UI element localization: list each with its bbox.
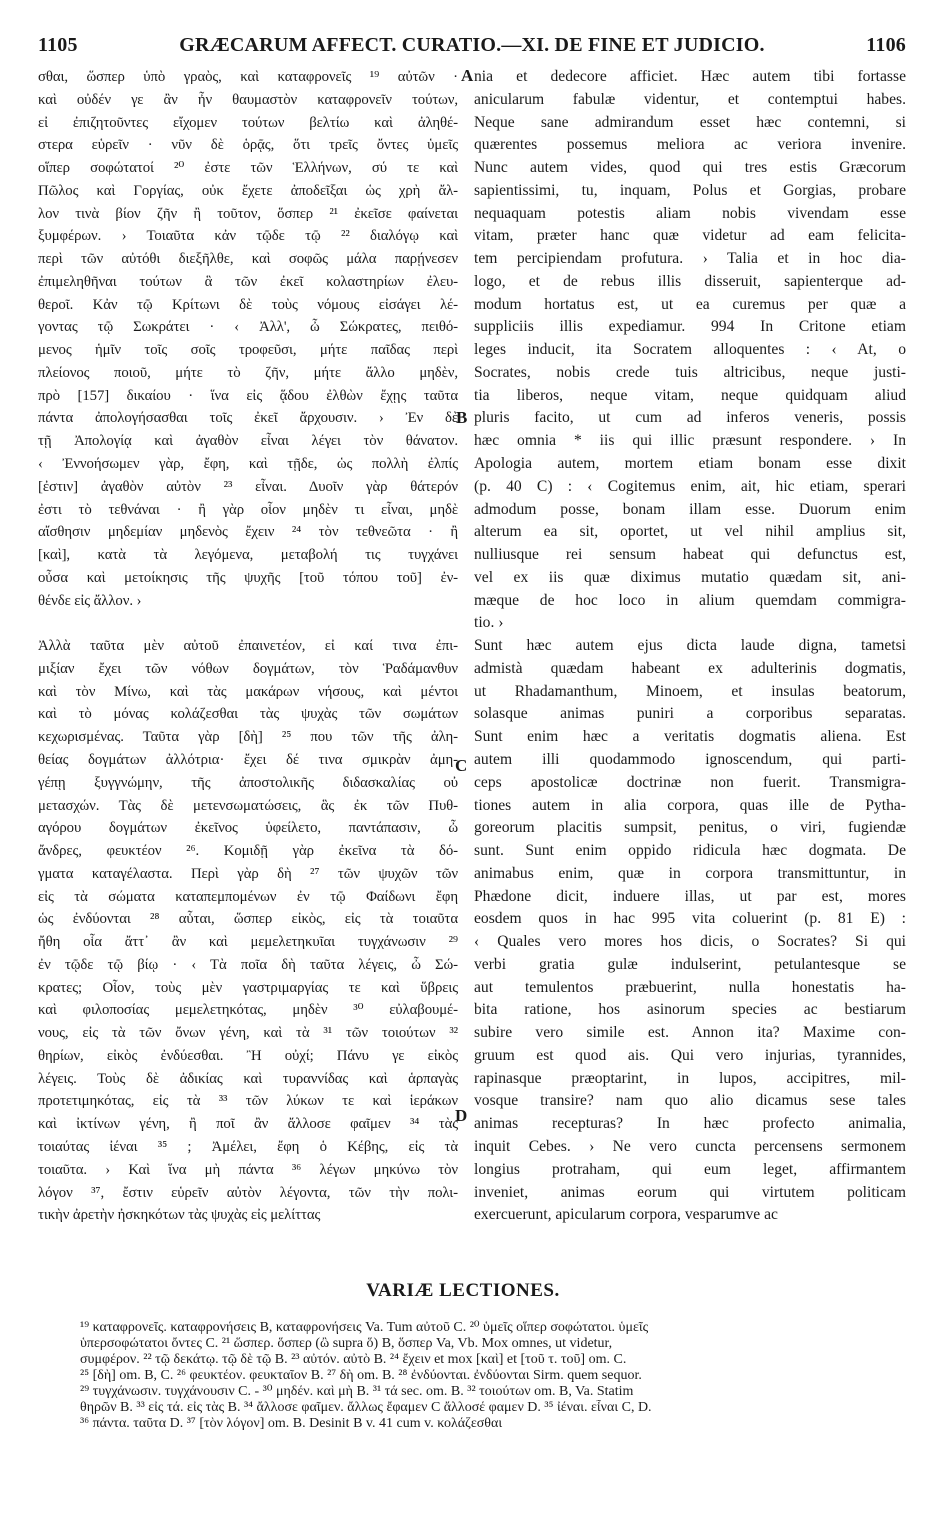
text-line: aut temulentos præbuerint, nulla honestatis ha- — [474, 978, 906, 996]
running-title: GRÆCARUM AFFECT. CURATIO.—XI. DE FINE ET JUDICIO. — [179, 34, 765, 56]
text-line: longius protraham, qui eum leget, affirmantem — [474, 1160, 906, 1178]
text-line: ἄνδρες, φευκτέον ²⁶. Κομιδῇ γὰρ ἐκεῖνα τὰ δό- — [38, 843, 458, 860]
text-line: καὶ τὸ μόνας κολάζεσθαι τὰς ψυχὰς τῶν σωμάτων — [38, 706, 458, 723]
text-line: hæc omnia * iis qui illic præsunt respondere. › In — [474, 432, 906, 450]
text-line: τῇ Ἀπολογίᾳ καὶ ἀγαθὸν εἶναι λέγει τὸν θάνατον. — [38, 433, 458, 450]
note-line: ²⁹ τυγχάνωσιν. τυγχάνουσιν C. - ³⁰ μηδέν. καὶ μὴ B. ³¹ τά sec. om. B. ³² τοιούτων om. B, Va. Statim — [80, 1384, 634, 1399]
note-line: ¹⁹ καταφρονεῖς. καταφρονήσεις B, καταφρονήσεις Va. Tum αὐτοῦ C. ²⁰ ὑμεῖς οἵπερ σοφώτατοι. ὑμεῖς — [80, 1320, 649, 1335]
text-line: λόγον ³⁷, ἔστιν εὑρεῖν αὐτὸν λέγοντα, τῶν τὴν πολι- — [38, 1184, 458, 1201]
text-line: gruum est quod ais. Qui vero injurias, tyrannides, — [474, 1046, 906, 1064]
text-line: vitam, præter hanc quæ videtur ad eam felicita- — [474, 227, 906, 245]
text-line: ‹ Ἐννοήσωμεν γὰρ, ἔφη, καὶ τῇδε, ὡς πολλὴ ἐλπίς — [38, 456, 458, 473]
text-line: goreorum placitis sumpsit, penitus, o viri, fugiendæ — [474, 819, 906, 837]
text-line: tem percipiendam profutura. › Talia et in hoc dia- — [474, 250, 906, 268]
text-line: ἤθη οἷα ἄττ᾽ ἂν καὶ μεμελετηκυῖαι τυγχάνωσιν ²⁹ — [38, 934, 458, 951]
text-line: sapientissimi, tu, inquam, Polus et Gorgias, probare — [474, 181, 906, 199]
text-line: Sunt hæc autem ejus dicta laude digna, tametsi — [474, 637, 906, 655]
margin-marker-a: A — [461, 66, 474, 85]
text-line: verbi gratia gulæ indulserint, petulantesque se — [474, 955, 906, 973]
text-line: ξυμφέρων. › Τοιαῦτα κἀν τῷδε τῷ ²² διαλόγῳ καὶ — [38, 228, 458, 245]
text-line: τικὴν ἀρετὴν ἠσκηκότων τὰς ψυχὰς εἰς μελίττας — [38, 1207, 321, 1224]
running-header — [38, 30, 906, 60]
text-line: pluris facito, ut cum ad inferos veneris, possis — [474, 409, 906, 427]
text-line: eosdem quos in hac 995 vita coluerint (p. 81 E) : — [474, 910, 906, 928]
text-line: θεροῖ. Κἀν τῷ Κρίτωνι δὲ τοὺς νόμους εἰσάγει λέ- — [38, 296, 458, 313]
text-line: θένδε εἰς ἄλλον. › — [38, 592, 142, 609]
variant-readings-notes — [80, 1320, 880, 1432]
text-line: alterum ea sit, oportet, ut vel nihil amplius sit, — [474, 523, 906, 541]
text-line: προτετιμηκότας, εἰς τὰ ³³ τῶν λύκων τε καὶ ἱεράκων — [38, 1093, 458, 1110]
text-line: ἐστι τὸ τεθνάναι · ἢ γὰρ οἷον μηδὲν τι εἶναι, μηδὲ — [38, 501, 458, 518]
text-line: ceps apostolicæ doctrinæ non fuerit. Transmigra- — [474, 773, 906, 791]
text-line: nia et dedecore afficiet. Hæc autem tibi fortasse — [474, 68, 906, 85]
text-line: tiones autem in alia corpora, quas ille de Pytha- — [474, 796, 906, 814]
text-line: Ἀλλὰ ταῦτα μὲν αὐτοῦ ἐπαινετέον, εἰ καί τινα ἐπι- — [38, 638, 458, 655]
text-line: (p. 40 C) : ‹ Cogitemus enim, ait, hic etiam, sperari — [474, 477, 906, 495]
note-line: θηρῶν B. ³³ εἰς τά. εἰς τὰς B. ³⁴ ἄλλοσε φαῖμεν. ἄλλως ἔφαμεν C ἄλλοσέ φαμεν D. ³⁵ ἰέναι. εἶναι C, D. — [80, 1400, 652, 1415]
text-line: Apologia autem, mortem etiam bonam esse dixit — [474, 455, 906, 473]
text-line: ὡς ἐνδύονται ²⁸ αὗται, ὥσπερ εἰκὸς, εἰς τὰ τοιαῦτα — [38, 911, 458, 928]
text-line: οἵπερ σοφώτατοί ²⁰ ἐστε τῶν Ἑλλήνων, σύ τε καὶ — [38, 160, 458, 177]
text-line: ἐπιμεληθῆναι τούτων ἃ τῶν ἐκεῖ κολαστηρίων ἐλευ- — [38, 273, 458, 290]
text-line: vosque transire? nam quo alio dicamus sese tales — [474, 1092, 906, 1110]
text-line: inveniet, animas eorum qui virtutem politicam — [474, 1183, 906, 1201]
text-line: vel ex iis quæ diximus mutatio quædam sit, ani- — [474, 568, 906, 586]
margin-marker-c: C — [455, 756, 468, 775]
text-line: μενος ἡμῖν τοῖς σοῖς τροφεῦσι, μήτε παῖδας περὶ — [38, 342, 458, 359]
page-number-right: 1106 — [866, 34, 906, 56]
text-line: μετασχών. Τὰς δὲ μετενσωματώσεις, ἃς ἐκ τῶν Πυθ- — [38, 797, 458, 814]
text-line: καὶ τὸν Μίνω, καὶ τὰς μακάρων νήσους, καὶ μέντοι — [38, 683, 458, 700]
text-line: autem illi quodammodo ignoscendum, qui parti- — [474, 750, 906, 768]
text-line: exercuerunt, apicularum corpora, vesparumve ac — [474, 1206, 778, 1224]
latin-text-column — [474, 66, 906, 1227]
text-line: inquit Cebes. › Ne vero cuncta percensens sermonem — [474, 1137, 906, 1155]
text-line: animabus enim, quæ in corpora transmittuntur, in — [474, 864, 906, 882]
text-line: admistà quædam habeant ex adulterinis dogmatis, — [474, 659, 906, 677]
text-line: σθαι, ὥσπερ ὑπὸ γραὸς, καὶ καταφρονεῖς ¹⁹ αὐτῶν · — [38, 69, 458, 85]
text-line: ‹ Quales vero mores hos dicis, o Socrates? Si qui — [474, 933, 906, 951]
text-line: κεχωρισμένας. Ταῦτα γὰρ [δὴ] ²⁵ που τῶν τῆς ἀλη- — [38, 729, 458, 746]
text-line: περὶ τῶν αὐτόθι διεξῆλθε, καὶ σοφῶς μάλα παρῄνεσεν — [38, 251, 458, 268]
text-line: γέπῃ ξυγγνώμην, τῆς ἀποστολικῆς διδασκαλίας οὐ — [38, 774, 458, 791]
text-line — [38, 612, 458, 635]
text-line: tia liberos, neque vitam, neque quidquam aliud — [474, 386, 906, 404]
text-line: nulliusque rei sensum habeat qui defunctus est, — [474, 546, 906, 564]
margin-marker-d: D — [455, 1106, 468, 1125]
text-line: αγόρου δογμάτων ἐκεῖνος ὑφείλετο, παντάπασιν, ὦ — [38, 820, 458, 837]
text-line: οὖσα καὶ μετοίκησις τῆς ψυχῆς [τοῦ τόπου τοῦ] ἐν- — [38, 569, 458, 586]
text-line: καὶ ἰκτίνων γένη, ἢ ποῖ ἂν ἄλλοσε φαῖμεν ³⁴ τὰς — [38, 1116, 458, 1133]
text-line: θηρίων, εἰκὸς ἐνδύεσθαι. Ἢ οὐχί; Πάνυ γε εἰκὸς — [38, 1047, 458, 1064]
text-line: νους, εἰς τὰ τῶν ὄνων γένη, καὶ τὰ ³¹ τῶν τοιούτων ³² — [38, 1025, 458, 1042]
text-line: sunt. Sunt enim oppido ridicula hæc dogmata. De — [474, 842, 906, 860]
text-line: admodum posse, bonam illam esse. Duorum enim — [474, 500, 906, 518]
text-line: solasque animas puniri a corporibus separatas. — [474, 705, 906, 723]
text-line: quærentes possemus meliora ac veriora invenire. — [474, 136, 906, 154]
text-line: γοντας τῷ Σωκράτει · ‹ Ἀλλ', ὦ Σώκρατες, πειθό- — [38, 319, 458, 336]
text-line: logo, et de rebus illis disseruit, sapienterque ad- — [474, 272, 906, 290]
text-line: Neque sane admirandum esset hæc contemni, si — [474, 113, 906, 131]
margin-marker-b: B — [456, 408, 468, 427]
text-line: θείας δογμάτων ἀλλότρια· ἔχει δέ τινα σμικρὰν ἀμη- — [38, 751, 458, 768]
text-line: πάντα ἀπολογήσασθαι τοῖς ἐκεῖ ἄρχουσιν. › Ἐν δὲ — [38, 410, 458, 427]
text-line: Nunc autem vides, quod qui tres estis Græcorum — [474, 159, 906, 177]
text-line: Sunt enim hæc a veritatis dogmatis aliena. Est — [474, 728, 906, 746]
text-line: μιξίαν ἔχει τῶν νόθων δογμάτων, τὸν Ῥαδάμανθυν — [38, 660, 458, 677]
text-line: τοιαῦτα. › Καὶ ἵνα μὴ πάντα ³⁶ λέγων μηκύνω τὸν — [38, 1161, 458, 1178]
text-line: modum hortatus est, ut ea curemus per quæ a — [474, 295, 906, 313]
text-line: Socrates, nobis crede tuis altricibus, neque justi- — [474, 363, 906, 381]
text-line: εἰ ἐπιζητοῦντες εἴχομεν τούτων βελτίω καὶ ἀληθέ- — [38, 114, 458, 131]
page-number-left: 1105 — [38, 34, 78, 56]
text-line: πλείονος ποιοῦ, μήτε τὸ ζῆν, μήτε ἄλλο μηδὲν, — [38, 364, 458, 381]
text-line: καὶ φιλοποσίας μεμελετηκότας, μηδὲν ³⁰ εὐλαβουμέ- — [38, 1002, 458, 1019]
variae-lectiones-title: VARIÆ LECTIONES. — [366, 1280, 560, 1301]
text-line: ἐν τῷδε τῷ βίῳ · ‹ Τὰ ποῖα δὴ ταῦτα λέγεις, ὦ Σώ- — [38, 956, 458, 973]
text-line: subire vero simile est. Annon ita? Maxime con- — [474, 1024, 906, 1042]
text-line: [καὶ], κατὰ τὰ λεγόμενα, μεταβολή τις τυγχάνει — [38, 547, 458, 564]
text-line: τοιαύτας ἰέναι ³⁵ ; Ἀμέλει, ἔφη ὁ Κέβης, εἰς τὰ — [38, 1138, 458, 1155]
note-line: ²⁵ [δὴ] om. B, C. ²⁶ φευκτέον. φευκταῖον B. ²⁷ δὴ om. B. ²⁸ ἐνδύονται. ἐνδύονται Sirm. quem sequor. — [80, 1368, 642, 1383]
text-line: κρατες; Οἷον, τοὺς μὲν γαστριμαργίας τε καὶ ὕβρεις — [38, 979, 458, 996]
text-line: leges inducit, ita Socratem alloquentes : ‹ At, o — [474, 341, 906, 359]
text-line: nequaquam potestis aliam nobis vivendam esse — [474, 204, 906, 222]
text-line: Phædone dicit, induere illas, ut par est, mores — [474, 887, 906, 905]
text-line: animas recepturas? In hæc profecto animalia, — [474, 1115, 906, 1133]
text-line: anicularum fabulæ videntur, et contemptui habes. — [474, 90, 906, 108]
text-line: ut Rhadamanthum, Minoem, et insulas beatorum, — [474, 682, 906, 700]
note-line: ³⁶ πάντα. ταῦτα D. ³⁷ [τὸν λόγον] om. B. Desinit B v. 41 cum v. κολάζεσθαι — [80, 1416, 503, 1431]
text-line: πρὸ [157] δικαίου · ἵνα εἰς ᾅδου ἐλθὼν ἔχῃς ταῦτα — [38, 387, 458, 404]
text-line: tio. › — [474, 614, 504, 632]
note-line: συμφέρον. ²² τῷ δεκάτῳ. τῷ δὲ τῷ B. ²³ αὐτόν. αὐτὸ B. ²⁴ ἔχειν et mox [καὶ] et [τοῦ τ. τοῦ] om. C. — [80, 1352, 627, 1367]
text-line: καὶ οὐδέν γε ἂν ἦν θαυμαστὸν καταφρονεῖν τούτων, — [38, 91, 458, 108]
text-line: rapinasque præoptarint, in lupos, accipitres, mil- — [474, 1069, 906, 1087]
text-line: Πῶλος καὶ Γοργίας, οὐκ ἔχετε ἀποδεῖξαι ὡς χρὴ ἄλ- — [38, 182, 458, 199]
text-line: bita ratione, hos asinorum species ac bestiarum — [474, 1001, 906, 1019]
text-line: λον τινὰ βίον ζῆν ἢ τοῦτον, ὅσπερ ²¹ ἐκεῖσε φαίνεται — [38, 205, 458, 222]
text-line: suppliciis illis expediamur. 994 In Critone etiam — [474, 318, 906, 336]
greek-text-column — [38, 66, 458, 1227]
text-line: λέγεις. Τοὺς δὲ ἀδικίας καὶ τυραννίδας καὶ ἁρπαγὰς — [38, 1070, 458, 1087]
text-line: γματα καταγέλαστα. Περὶ γὰρ δὴ ²⁷ τῶν ψυχῶν τῶν — [38, 865, 458, 882]
text-line: αἴσθησιν μηδεμίαν μηδενὸς ἔχειν ²⁴ τὸν τεθνεῶτα · ἢ — [38, 524, 458, 541]
text-line: εἰς τὰ σώματα καταπεμπομένων ἐν τῷ Φαίδωνι ἔφη — [38, 888, 458, 905]
text-line: [ἐστιν] ἀγαθὸν αὐτὸν ²³ εἶναι. Δυοῖν γὰρ θάτερόν — [38, 478, 458, 495]
text-line: mæque de hoc loco in alium quemdam commigra- — [474, 591, 906, 609]
text-line: στερα εὑρεῖν · νῦν δὲ ὁρᾷς, ὅτι τρεῖς ὄντες ὑμεῖς — [38, 137, 458, 154]
note-line: ὑπερσοφώτατοι ὄντες C. ²¹ ὥσπερ. ὅσπερ (ὢ supra ὅ) B, ὅσπερ Va, Vb. Mox omnes, ut videtur, — [80, 1336, 613, 1351]
